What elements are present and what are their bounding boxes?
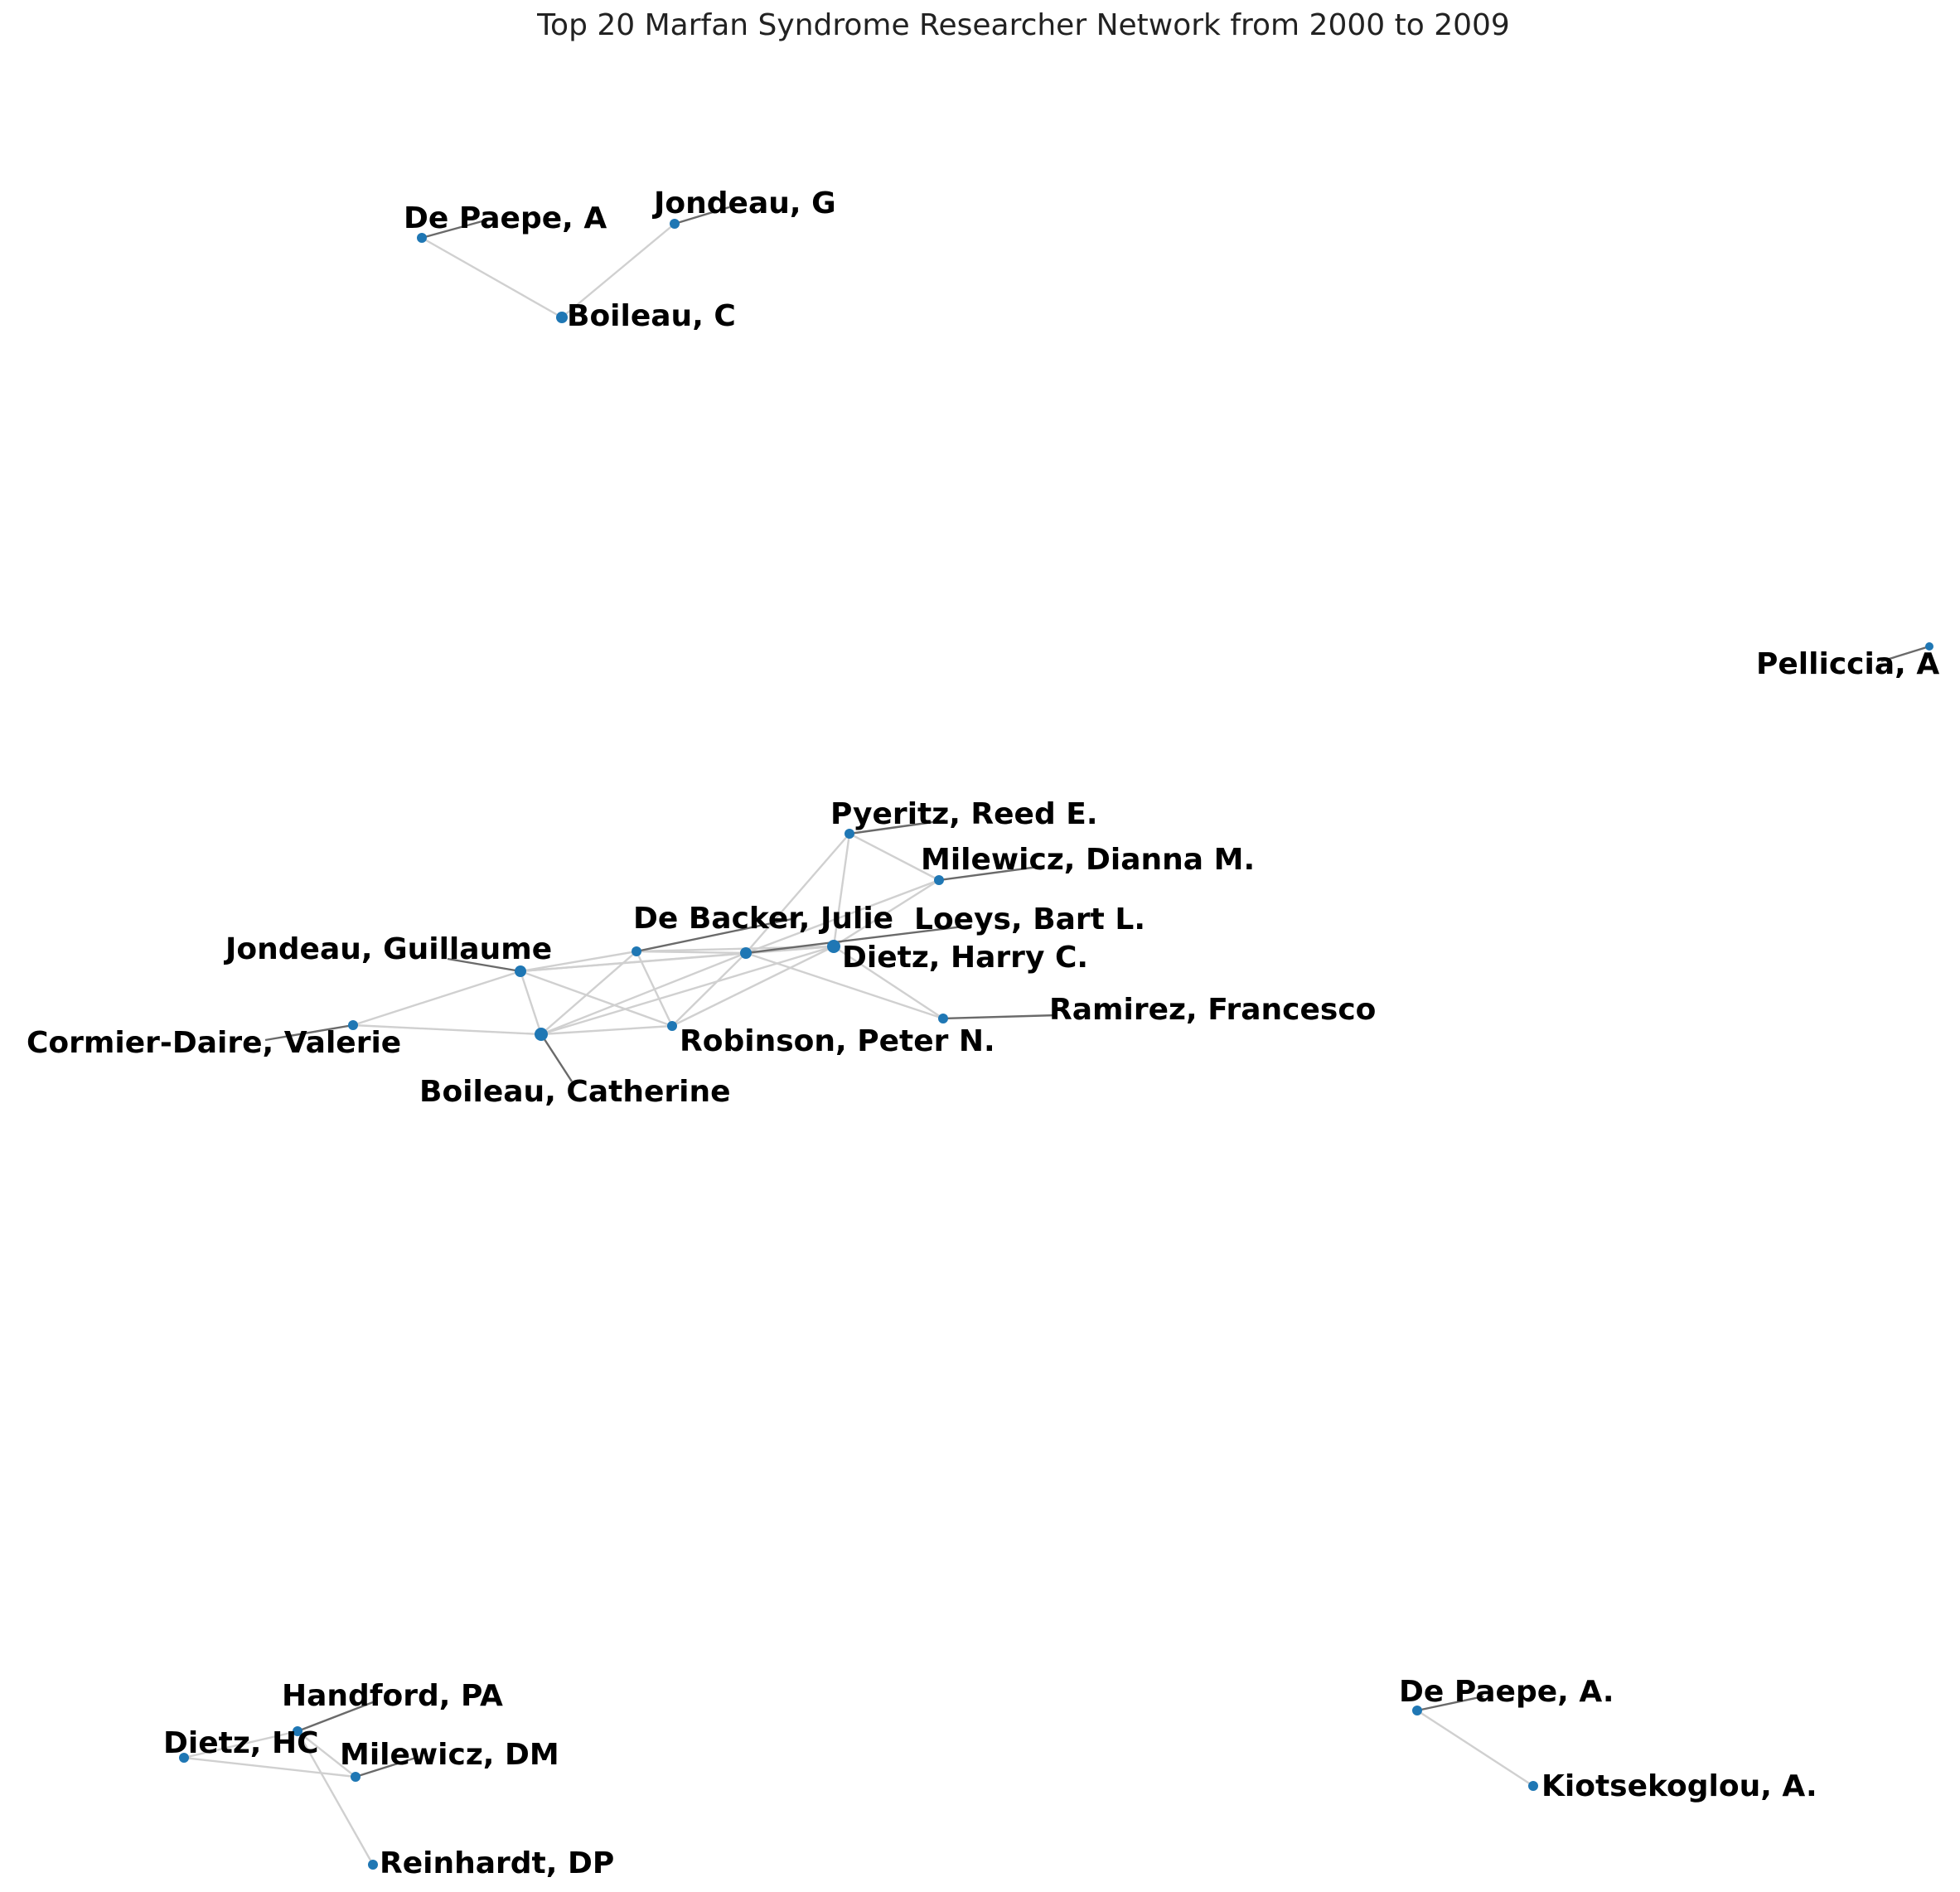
edge-dietz_hc-milewicz_dm <box>184 1758 356 1777</box>
node-label-kiotsekoglou: Kiotsekoglou, A. <box>1541 1769 1817 1803</box>
node-jondeau_guillaume <box>515 965 526 977</box>
node-label-ramirez: Ramirez, Francesco <box>1049 993 1377 1027</box>
node-label-dietz_harry: Dietz, Harry C. <box>842 941 1089 975</box>
edge-depaepe_a_dot-kiotsekoglou <box>1417 1711 1533 1786</box>
node-ramirez <box>938 1014 948 1023</box>
node-label-robinson: Robinson, Peter N. <box>680 1024 995 1058</box>
node-label-milewicz_dm: Milewicz, DM <box>340 1738 559 1772</box>
label-leader-layer <box>265 207 1929 1777</box>
node-label-jondeau_g: Jondeau, G <box>654 186 836 220</box>
node-dietz_harry <box>827 940 840 953</box>
node-label-depaepe_a: De Paepe, A <box>404 201 607 235</box>
node-label-pelliccia_a: Pelliccia, A <box>1756 647 1940 681</box>
chart-title: Top 20 Marfan Syndrome Researcher Network from 2000 to 2009 <box>537 8 1510 42</box>
edge-jondeau_guillaume-boileau_catherine <box>520 971 541 1034</box>
node-label-jondeau_guillaume: Jondeau, Guillaume <box>225 932 553 966</box>
node-label-boileau_catherine: Boileau, Catherine <box>419 1075 731 1109</box>
node-kiotsekoglou <box>1528 1781 1538 1791</box>
node-label-handford: Handford, PA <box>282 1679 503 1713</box>
node-milewicz_dm <box>351 1772 361 1782</box>
edge-jondeau_guillaume-cormier <box>353 971 520 1025</box>
node-label-loeys: Loeys, Bart L. <box>914 902 1146 936</box>
edge-loeys-robinson <box>672 953 746 1026</box>
edge-dietz_harry-robinson <box>672 946 834 1026</box>
node-debacker <box>632 946 641 956</box>
node-label-cormier: Cormier-Daire, Valerie <box>27 1026 402 1060</box>
node-label-pyeritz: Pyeritz, Reed E. <box>830 797 1098 831</box>
node-layer <box>179 219 1933 1870</box>
node-label-dietz_hc: Dietz, HC <box>163 1726 319 1760</box>
node-label-boileau_c: Boileau, C <box>567 299 736 333</box>
node-label-depaepe_a_dot: De Paepe, A. <box>1399 1675 1614 1709</box>
node-label-milewicz_dianna: Milewicz, Dianna M. <box>921 843 1256 877</box>
node-boileau_c <box>556 312 568 323</box>
edge-depaepe_a-boileau_c <box>422 238 562 317</box>
label-layer <box>27 186 1939 1880</box>
node-boileau_catherine <box>535 1028 548 1041</box>
node-robinson <box>667 1021 677 1031</box>
node-label-reinhardt: Reinhardt, DP <box>380 1846 615 1880</box>
label-leader-ramirez <box>943 1015 1057 1019</box>
node-label-debacker: De Backer, Julie <box>633 902 894 936</box>
node-reinhardt <box>368 1860 378 1870</box>
node-loeys <box>740 947 752 959</box>
